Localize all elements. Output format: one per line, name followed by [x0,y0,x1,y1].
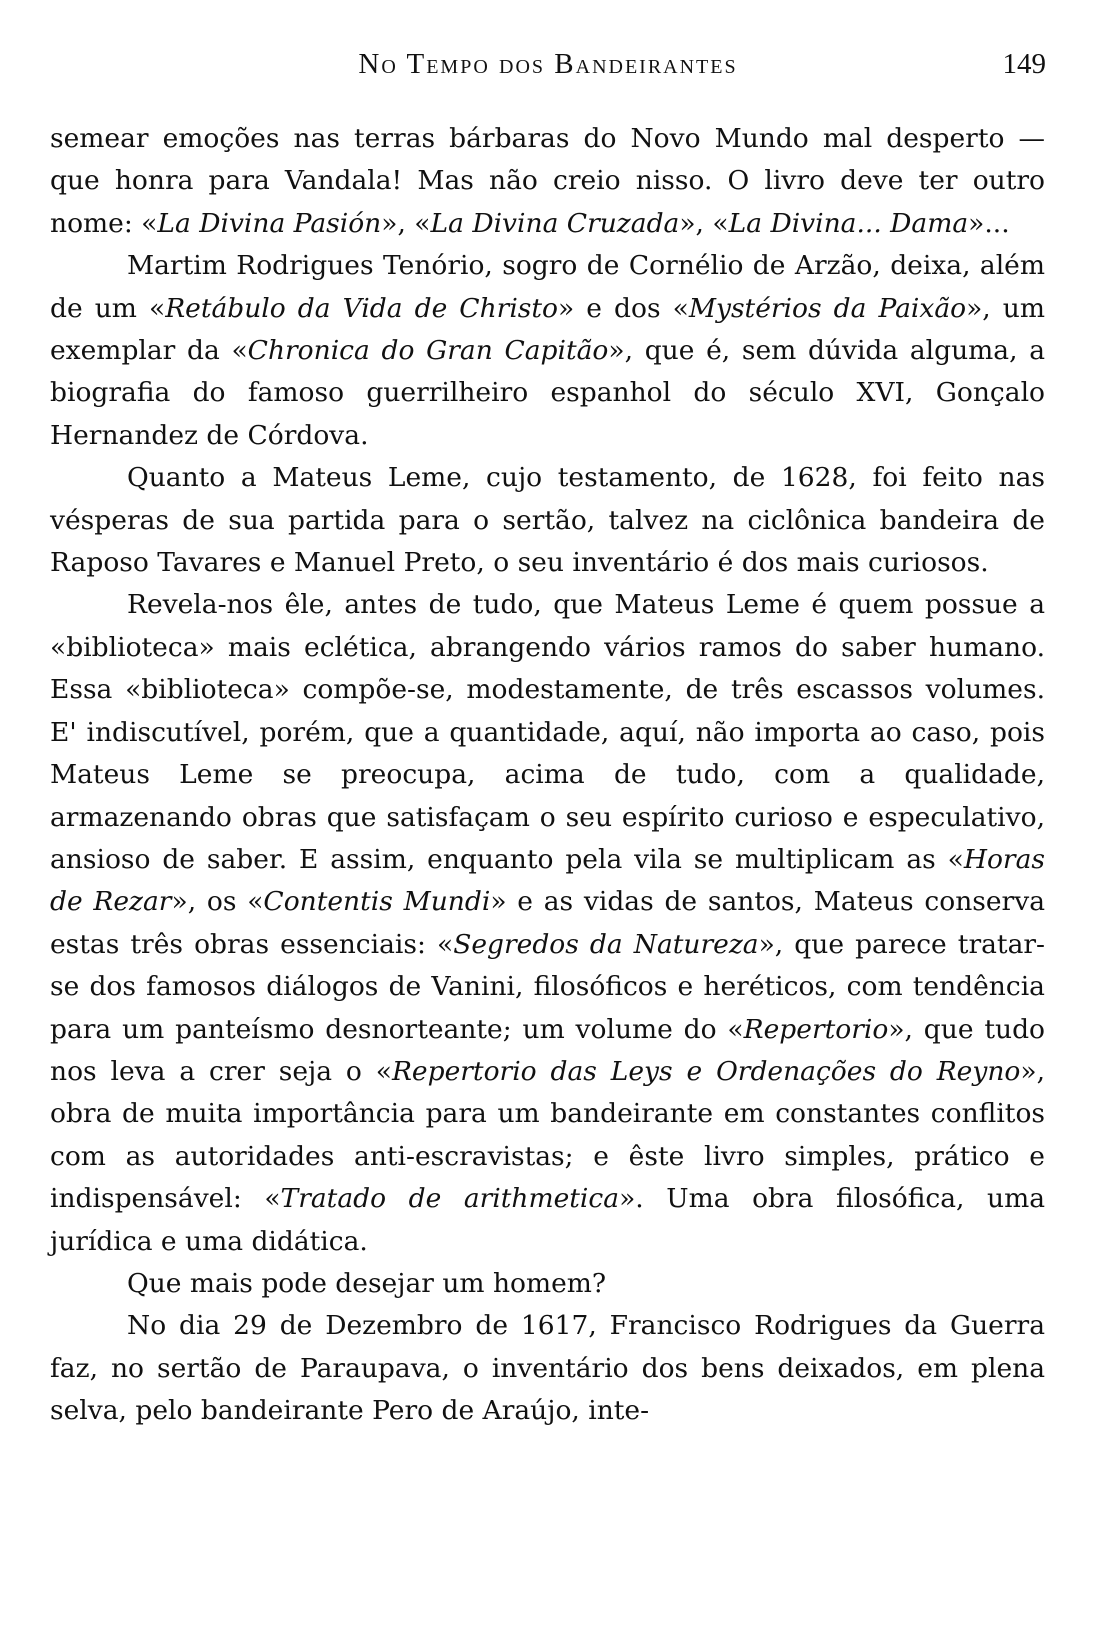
text-run: », que é, sem dúvida alguma, a biografia do famoso guerrilheiro espanhol do século XVI, Gonçalo Hernandez de Córdova. [50,335,1045,451]
italic-title-text: La Divina Pasión [157,207,382,239]
text-run: » e as vidas de santos, Mateus conserva estas três obras essenciais: « [50,886,1045,960]
text-run: », obra de muita importância para um bandeirante em constantes conflitos com as autoridades anti-escravistas; e êste livro simples, prático e indispensável: « [50,1055,1045,1215]
text-run: »... [968,207,1010,239]
italic-title-text: Repertorio das Leys e Ordenações do Reyno [391,1055,1021,1087]
text-run: » e dos « [558,292,689,324]
text-run: », « [381,207,431,239]
italic-title-text: Contentis Mundi [263,886,491,918]
body-text [50,118,1045,1433]
text-run: No dia 29 de Dezembro de 1617, Francisco Rodrigues da Guerra faz, no sertão de Paraupava, o inventário dos bens deixados, em plena selva, pelo bandeirante Pero de Araújo, inte- [50,1310,1045,1427]
italic-title-text: Repertorio [743,1013,889,1045]
italic-title-text: Retábulo da Vida de Christo [165,292,559,324]
text-run: semear emoções nas terras bárbaras do Novo Mundo mal desperto — que honra para Vandala! Mas não creio nisso. O livro deve ter outro nome: « [50,123,1045,239]
text-run: », os « [171,886,264,918]
paragraph [50,118,1045,245]
italic-title-text: Segredos da Natureza [453,928,759,960]
italic-title-text: Mystérios da Paixão [688,292,967,324]
italic-title-text: Chronica do Gran Capitão [247,335,609,367]
text-run: », que parece tratar-se dos famosos diálogos de Vanini, filosóficos e heréticos, com tendência para um panteísmo desnorteante; um volume do « [50,928,1045,1045]
text-run: Quanto a Mateus Leme, cujo testamento, de 1628, foi feito nas vésperas de sua partida para o sertão, talvez na ciclônica bandeira de Raposo Tavares e Manuel Preto, o seu inventário é dos mais curiosos. [50,462,1045,579]
running-head-title: No Tempo dos Bandeirantes [358,48,738,80]
running-head [50,44,1046,84]
italic-title-text: Horas de Rezar [50,843,1045,918]
page-number: 149 [1002,48,1046,80]
paragraph [50,245,1045,457]
paragraph [50,1263,1045,1305]
text-run: », « [679,207,729,239]
text-run: », que tudo nos leva a crer seja o « [50,1013,1045,1087]
paragraph [50,584,1045,1263]
text-run: Que mais pode desejar um homem? [127,1267,607,1299]
paragraph [50,1305,1045,1432]
text-run: Revela-nos êle, antes de tudo, que Mateus Leme é quem possue a «biblioteca» mais eclética, abrangendo vários ramos do saber humano. Essa «biblioteca» compõe-se, modestamente, de três escassos volumes. E' indiscutível, porém, que a quantidade, aquí, não importa ao caso, pois Mateus Leme se preocupa, acima de tudo, com a qualidade, armazenando obras que satisfaçam o seu espírito curioso e especulativo, ansioso de saber. E assim, enquanto pela vila se multiplicam as « [50,589,1045,875]
paragraph [50,457,1045,584]
text-run: », um exemplar da « [50,292,1045,367]
italic-title-text: La Divina Cruzada [430,207,680,239]
text-run: Martim Rodrigues Tenório, sogro de Cornélio de Arzão, deixa, além de um « [50,250,1045,324]
italic-title-text: Tratado de arithmetica [280,1183,620,1215]
text-run: ». Uma obra filosófica, uma jurídica e uma didática. [50,1183,1045,1257]
italic-title-text: La Divina... Dama [728,207,969,239]
